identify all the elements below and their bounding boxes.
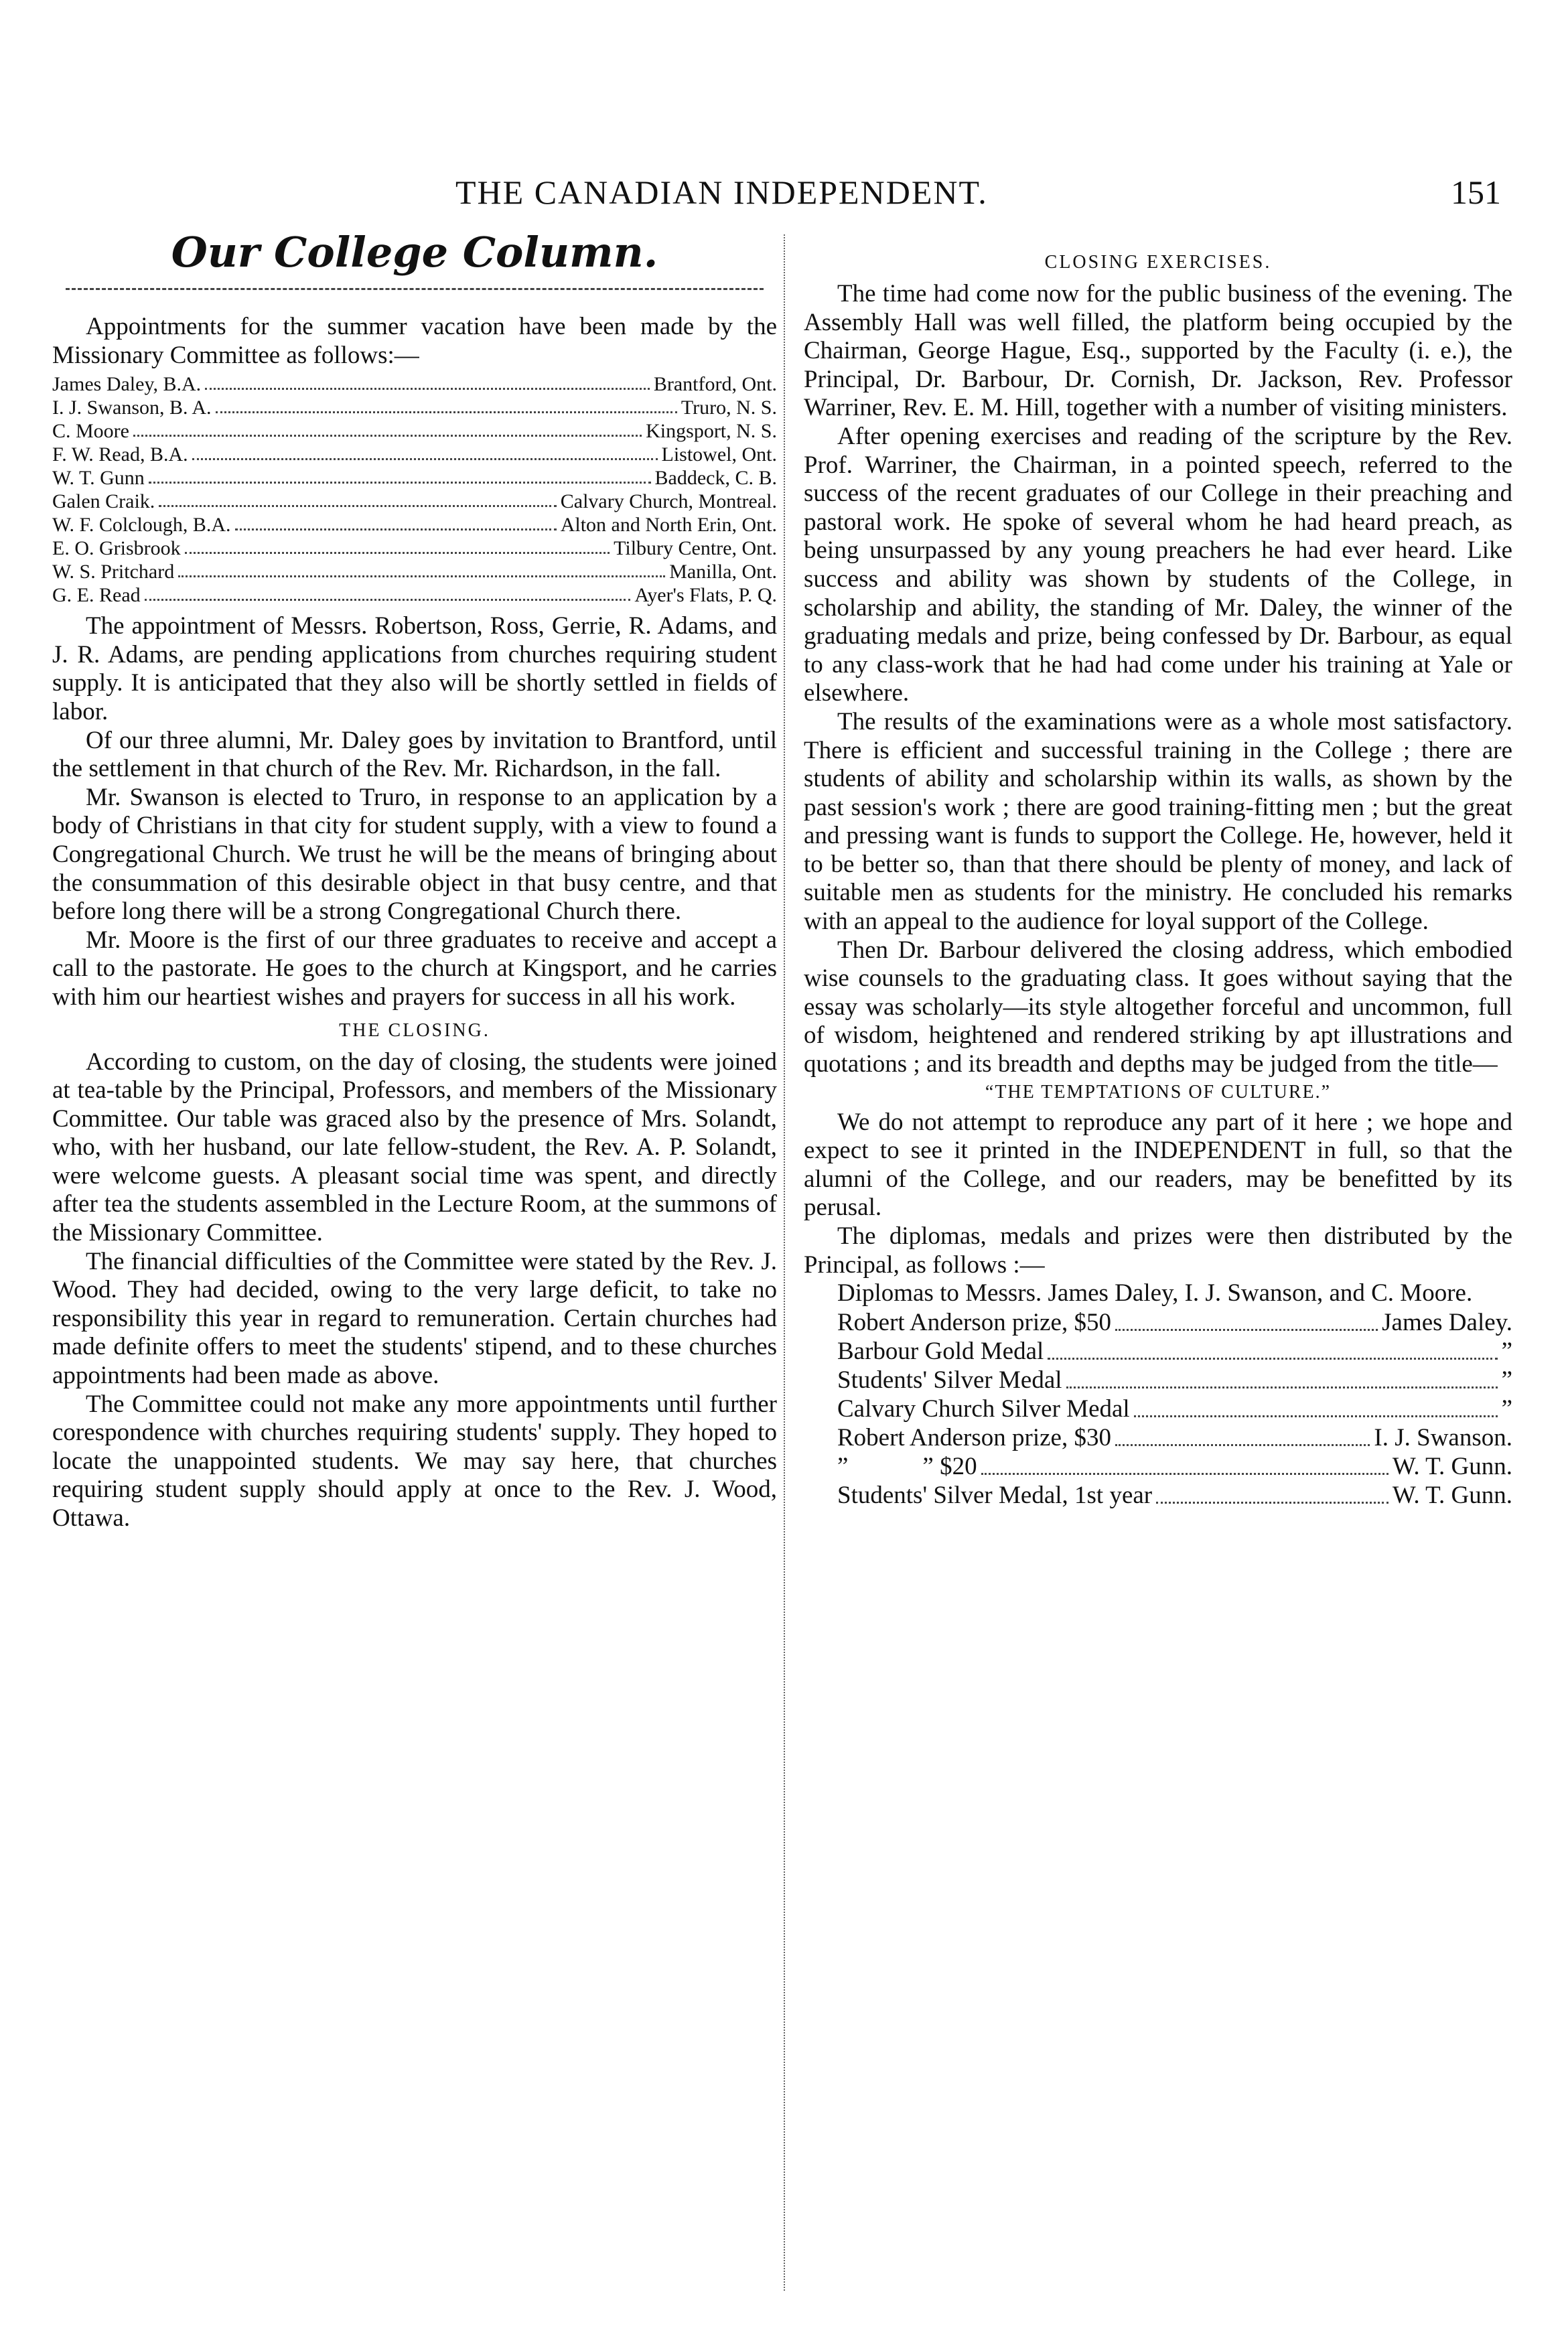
section-heading-exercises: CLOSING EXERCISES.	[1044, 252, 1272, 273]
title-divider	[66, 288, 764, 290]
appointment-entry	[52, 466, 777, 490]
intro-paragraph: Appointments for the summer vacation have been made by the Missionary Committee as follows:—	[52, 313, 777, 369]
prize-entry	[837, 1423, 1512, 1452]
prize-name: Students' Silver Medal	[837, 1366, 1062, 1394]
appointee-name: C. Moore	[52, 420, 129, 443]
prize-name: Calvary Church Silver Medal	[837, 1395, 1130, 1423]
paragraph: The time had come now for the public business of the evening. The Assembly Hall was well filled, the platform being occupied by the Chairman, George Hague, Esq., supported by the Faculty (i. e.), the Principal, Dr. Barbour, Dr. Cornish, Dr. Jackson, Rev. Professor Warriner, Rev. E. M. Hill, together with a number of visiting ministers.	[804, 280, 1512, 422]
appointment-place: Listowel, Ont.	[661, 443, 777, 466]
appointee-name: I. J. Swanson, B. A.	[52, 397, 212, 419]
appointment-place: Brantford, Ont.	[653, 373, 777, 396]
appointment-entry	[52, 560, 777, 583]
paragraph: The results of the examinations were as a whole most satisfactory. There is efficient and successful training in the College ; there are students of ability and scholarship within its walls, as shown by the past session's work ; there are good training-fitting men ; but the great and pressing want is funds to support the College. He, however, held it to be better so, than that there should be plenty of money, and lack of suitable men as students for the ministry. He concluded his remarks with an appeal to the audience for loyal support of the College.	[804, 707, 1512, 936]
appointee-name: F. W. Read, B.A.	[52, 443, 188, 466]
prize-entry	[837, 1308, 1512, 1337]
paragraph: The Committee could not make any more appointments until further corespondence with churches requiring students' supply. They hoped to locate the unappointed students. We may say here, that churches requiring student supply should apply at once to the Rev. J. Wood, Ottawa.	[52, 1390, 777, 1532]
appointment-place: Tilbury Centre, Ont.	[614, 537, 777, 560]
paragraph: Mr. Moore is the first of our three graduates to receive and accept a call to the pastorate. He goes to the church at Kingsport, and he carries with him our heartiest wishes and prayers for success in all his work.	[52, 926, 777, 1011]
prize-entry	[837, 1452, 1512, 1481]
prize-winner: W. T. Gunn.	[1392, 1481, 1512, 1509]
appointment-entry	[52, 537, 777, 560]
section-heading-closing: THE CLOSING.	[339, 1019, 490, 1041]
appointment-entry	[52, 443, 777, 466]
prize-winner: I. J. Swanson.	[1374, 1423, 1512, 1451]
appointee-name: W. T. Gunn	[52, 467, 145, 490]
appointment-entry	[52, 396, 777, 419]
leader-dots	[178, 560, 665, 577]
leader-dots	[149, 466, 651, 484]
prize-entry	[837, 1395, 1512, 1423]
prize-name: Robert Anderson prize, $50	[837, 1308, 1111, 1336]
paragraph: The financial difficulties of the Committee were stated by the Rev. J. Wood. They had decided, owing to the very large deficit, to take no responsibility this year in regard to remuneration. Certain churches had made definite offers to meet the students' stipend, and to these churches appointments had been made as above.	[52, 1247, 777, 1390]
paragraph: Diplomas to Messrs. James Daley, I. J. Swanson, and C. Moore.	[837, 1279, 1473, 1307]
leader-dots	[185, 537, 610, 554]
prize-winner: ”	[1501, 1366, 1512, 1394]
appointee-name: E. O. Grisbrook	[52, 537, 181, 560]
running-head	[0, 173, 1568, 213]
leader-dots	[192, 443, 658, 460]
paragraph: According to custom, on the day of closing, the students were joined at tea-table by the Principal, Professors, and members of the Missionary Committee. Our table was graced also by the presence of Mrs. Solandt, who, with her husband, our late fellow-student, the Rev. A. P. Solandt, were welcome guests. A pleasant social time was spent, and directly after tea the students assembled in the Lecture Room, at the summons of the Missionary Committee.	[52, 1048, 777, 1247]
prize-name: Robert Anderson prize, $30	[837, 1423, 1111, 1451]
paragraph: We do not attempt to reproduce any part of it here ; we hope and expect to see it printed in the INDEPENDENT in full, so that the alumni of the College, and our readers, may be benefitted by its perusal.	[804, 1108, 1512, 1222]
column-title: Our College Column.	[171, 228, 658, 277]
prize-name: Students' Silver Medal, 1st year	[837, 1481, 1153, 1509]
right-column	[804, 228, 1512, 1510]
leader-dots	[145, 583, 631, 601]
prize-entry	[837, 1366, 1512, 1395]
appointment-place: Ayer's Flats, P. Q.	[634, 584, 777, 607]
prize-winner: ”	[1501, 1395, 1512, 1423]
prize-winner: W. T. Gunn.	[1392, 1452, 1512, 1480]
prize-name: ” ” $20	[837, 1452, 977, 1480]
leader-dots	[1156, 1481, 1388, 1504]
leader-dots	[205, 372, 650, 390]
appointment-place: Baddeck, C. B.	[654, 467, 777, 490]
prize-winner: ”	[1501, 1337, 1512, 1365]
appointee-name: G. E. Read	[52, 584, 141, 607]
prize-entry	[837, 1481, 1512, 1510]
leader-dots	[1115, 1308, 1378, 1331]
paragraph: After opening exercises and reading of the scripture by the Rev. Prof. Warriner, the Chairman, in a pointed speech, referred to the success of the recent graduates of our College in their preaching and pastoral work. He spoke of several whom he had heard preach, as being unsurpassed by any young preachers he had ever heard. Like success and ability was shown by students of the College, in scholarship and ability, the standing of Mr. Daley, the winner of the graduating medals and prize, being confessed by Dr. Barbour, as equal to any class-work that he had had come under his training at Yale or elsewhere.	[804, 422, 1512, 707]
appointment-place: Alton and North Erin, Ont.	[560, 514, 777, 537]
appointment-entry	[52, 490, 777, 513]
appointment-place: Calvary Church, Montreal.	[560, 490, 777, 513]
leader-dots	[981, 1452, 1388, 1475]
paragraph: Of our three alumni, Mr. Daley goes by invitation to Brantford, until the settlement in that church of the Rev. Mr. Richardson, in the fall.	[52, 726, 777, 783]
leader-dots	[216, 396, 677, 413]
page-number: 151	[1451, 173, 1501, 211]
paragraph: The appointment of Messrs. Robertson, Ross, Gerrie, R. Adams, and J. R. Adams, are pending applications from churches requiring student supply. It is anticipated that they also will be shortly settled in fields of labor.	[52, 612, 777, 725]
appointee-name: Galen Craik.	[52, 490, 155, 513]
appointment-entry	[52, 513, 777, 537]
appointment-place: Kingsport, N. S.	[646, 420, 777, 443]
appointee-name: W. F. Colclough, B.A.	[52, 514, 231, 537]
leader-dots	[133, 419, 642, 437]
appointment-entry	[52, 583, 777, 607]
appointment-entry	[52, 372, 777, 396]
leader-dots	[1048, 1337, 1497, 1360]
appointment-place: Truro, N. S.	[681, 397, 777, 419]
paragraph: Mr. Swanson is elected to Truro, in response to an application by a body of Christians in that city for student supply, with a view to found a Congregational Church. We trust he will be the means of bringing about the consummation of this desirable object in that busy centre, and that before long there will be a strong Congregational Church there.	[52, 783, 777, 926]
prize-name: Barbour Gold Medal	[837, 1337, 1044, 1365]
leader-dots	[159, 490, 556, 507]
paragraph: The diplomas, medals and prizes were then distributed by the Principal, as follows :—	[804, 1222, 1512, 1279]
appointee-name: James Daley, B.A.	[52, 373, 202, 396]
appointment-place: Manilla, Ont.	[669, 561, 777, 583]
appointee-name: W. S. Pritchard	[52, 561, 175, 583]
leader-dots	[1115, 1423, 1370, 1446]
prize-winner: James Daley.	[1382, 1308, 1512, 1336]
prize-list	[837, 1308, 1512, 1510]
left-column	[52, 228, 777, 1533]
appointment-entry	[52, 419, 777, 443]
address-title: “THE TEMPTATIONS OF CULTURE.”	[985, 1081, 1332, 1102]
appointment-list	[52, 372, 777, 607]
paragraph: Then Dr. Barbour delivered the closing address, which embodied wise counsels to the graduating class. It goes without saying that the essay was scholarly—its style altogether forceful and uncommon, full of wisdom, heightened and rendered striking by apt illustrations and quotations ; and its breadth and depths may be judged from the title—	[804, 936, 1512, 1078]
leader-dots	[1134, 1395, 1498, 1417]
leader-dots	[1066, 1366, 1498, 1388]
journal-title: THE CANADIAN INDEPENDENT.	[455, 173, 988, 211]
column-divider	[784, 234, 785, 2291]
leader-dots	[235, 513, 557, 530]
prize-entry	[837, 1337, 1512, 1366]
